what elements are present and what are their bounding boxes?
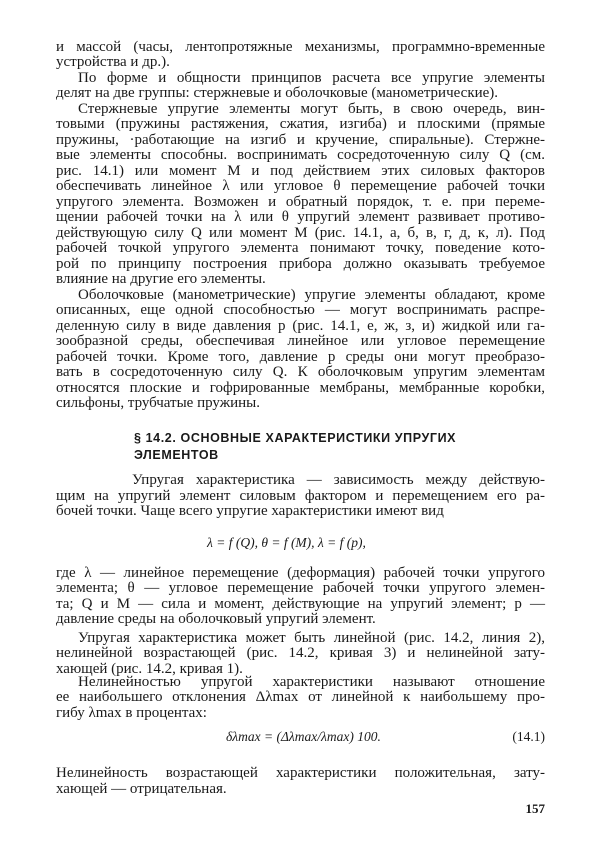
- text-line: товыми (пружины растяжения, сжатия, изгиба) и плоскими (прямые: [56, 116, 545, 133]
- text-line: Нелинейностью упругой характеристики называют отношение: [78, 674, 545, 690]
- text-line: влияние на другие его элементы.: [56, 271, 266, 288]
- formula-characteristics: λ = f (Q), θ = f (M), λ = f (p),: [207, 535, 366, 550]
- text-line: бочей точки. Чаще всего упругие характеристики имеют вид: [56, 503, 444, 519]
- text-line: сильфоны, трубчатые пружины.: [56, 395, 260, 412]
- text-line: Упругая характеристика — зависимость между действую-: [132, 472, 545, 488]
- equation-number: (14.1): [512, 729, 545, 744]
- text-line: упругого элемента. Возможен и обратный порядок, т. е. при переме-: [56, 193, 545, 210]
- text-line: щим на упругий элемент силовым фактором и перемещением его ра-: [56, 487, 545, 504]
- text-line: Стержневые упругие элементы могут быть, в свою очередь, вин-: [78, 100, 545, 117]
- text-line: обеспечивать линейное λ или угловое θ перемещение рабочей точки: [56, 178, 545, 195]
- text-line: вые элементы способны. воспринимать сосредоточенную силу Q (см.: [56, 147, 545, 164]
- text-line: рабочей точки. Кроме того, давление p среды они могут преобразо-: [56, 348, 545, 365]
- text-line: хающей — отрицательная.: [56, 781, 227, 797]
- text-line: и массой (часы, лентопротяжные механизмы, программно-временные: [56, 39, 545, 55]
- page-number: 157: [525, 801, 545, 816]
- text-line: зообразной среды, обеспечивая линейное или угловое перемещение: [56, 333, 545, 350]
- text-line: рабочей точкой упругого элемента понимают точку, поведение кото-: [56, 240, 545, 257]
- text-line: делят на две группы: стержневые и оболочковые (манометрические).: [56, 85, 499, 102]
- text-line: давление среды на оболочковый упругий элемент.: [56, 611, 376, 628]
- text-line: где λ — линейное перемещение (деформация) рабочей точки упругого: [56, 565, 545, 581]
- text-line: По форме и общности принципов расчета все упругие элементы: [78, 69, 545, 86]
- text-line: ее наибольшего отклонения Δλmax от линейной к наибольшему про-: [56, 689, 545, 706]
- text-line: рой по принципу построения прибора должно оказывать требуемое: [56, 255, 545, 272]
- text-line: щении рабочей точки на λ или θ упругий элемент развивает противо-: [56, 209, 545, 226]
- text-line: относятся плоские и гофрированные мембраны, мембранные коробки,: [56, 379, 545, 396]
- text-line: пружины, ·работающие на изгиб и кручение, спиральные). Стержне-: [56, 131, 545, 148]
- text-line: хающей (рис. 14.2, кривая 1).: [56, 660, 243, 677]
- text-line: устройства и др.).: [56, 54, 170, 71]
- text-line: Упругая характеристика может быть линейной (рис. 14.2, линия 2),: [78, 630, 545, 646]
- text-line: гибу λmax в процентах:: [56, 704, 207, 721]
- text-line: Нелинейность возрастающей характеристики положительная, зату-: [56, 765, 545, 781]
- formula-nonlinearity: δλmax = (Δλmax/λmax) 100.: [226, 729, 381, 744]
- section-heading-line-1: § 14.2. ОСНОВНЫЕ ХАРАКТЕРИСТИКИ УПРУГИХ: [134, 431, 457, 445]
- text-line: Оболочковые (манометрические) упругие элементы обладают, кроме: [78, 286, 545, 303]
- text-line: описанных, еще одной способностью — могут воспринимать распре-: [56, 302, 545, 319]
- text-line: элемента; θ — угловое перемещение рабочей точки упругого элемен-: [56, 580, 545, 597]
- text-line: деленную силу в виде давления p (рис. 14.1, е, ж, з, и) жидкой или га-: [56, 317, 545, 334]
- text-line: нелинейной возрастающей (рис. 14.2, кривая 3) и нелинейной зату-: [56, 645, 545, 662]
- text-line: действующую силу Q или момент M (рис. 14.1, а, б, в, г, д, к, л). Под: [56, 224, 545, 241]
- section-heading-line-2: ЭЛЕМЕНТОВ: [134, 448, 219, 462]
- text-line: та; Q и M — сила и момент, действующие на упругий элемент; p —: [56, 595, 545, 612]
- text-line: вать в сосредоточенную силу Q. К оболочковым упругим элементам: [56, 364, 545, 381]
- text-line: рис. 14.1) или момент M и под действием этих силовых факторов: [56, 162, 545, 179]
